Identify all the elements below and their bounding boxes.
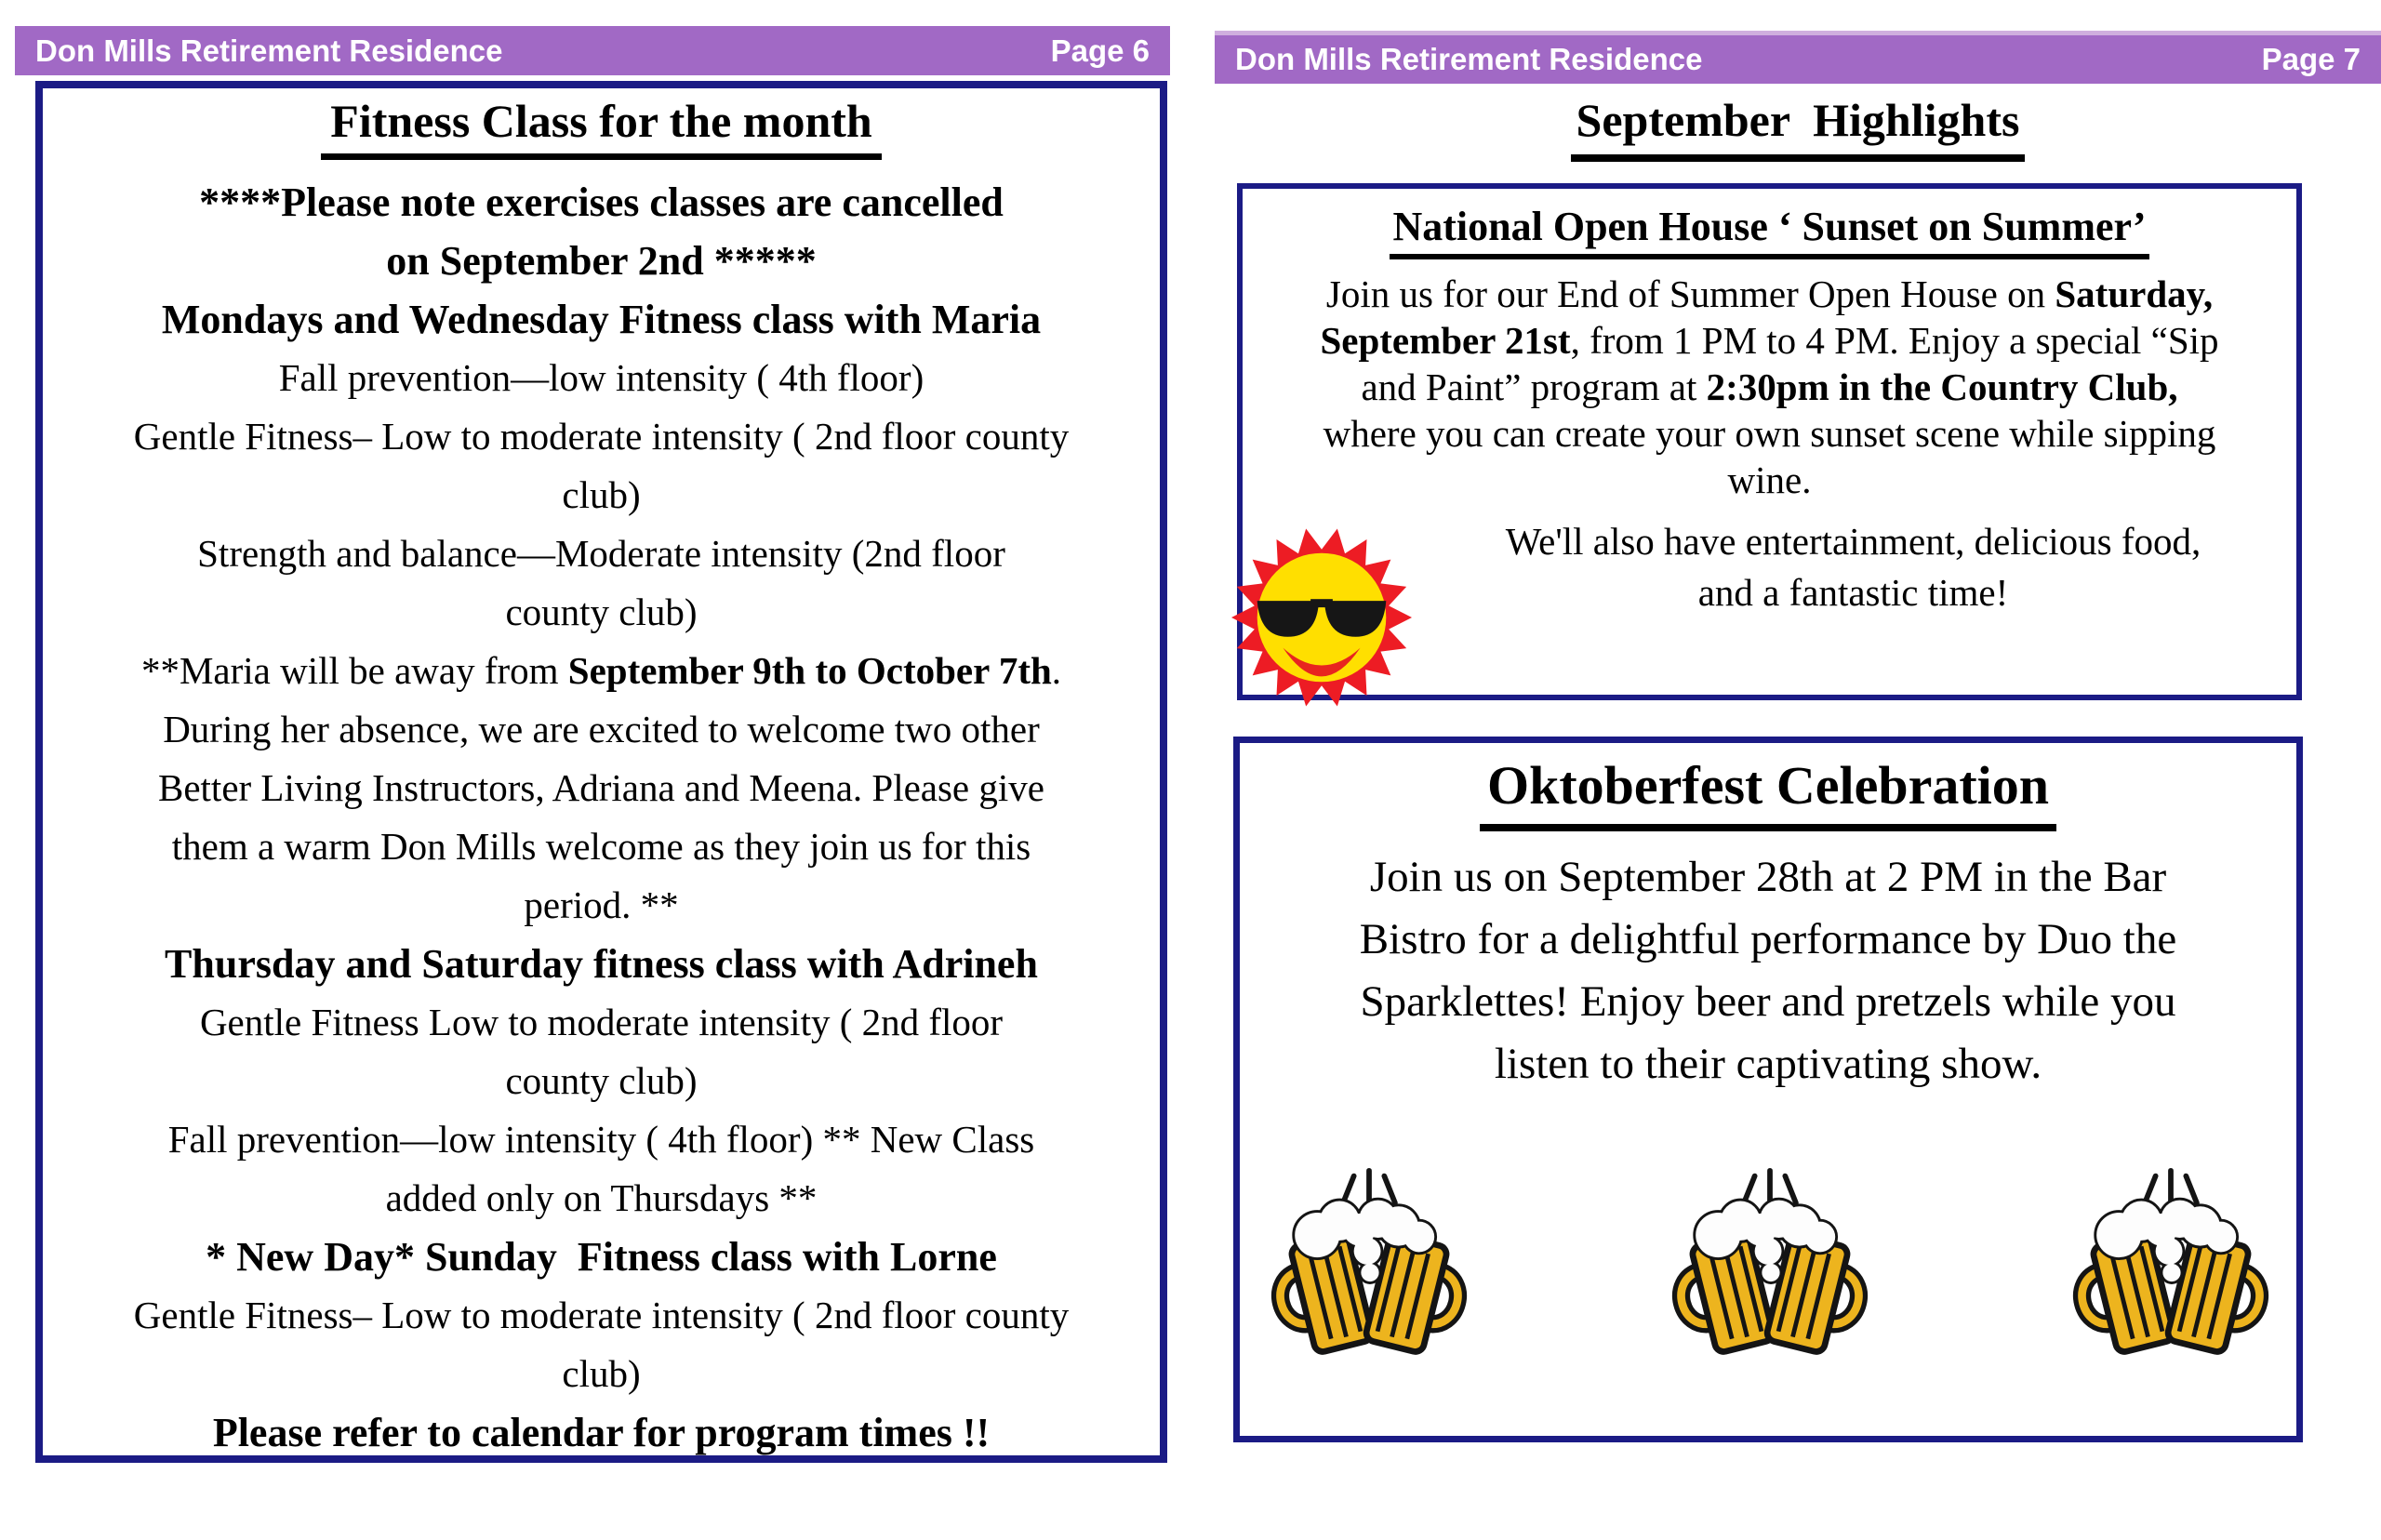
page6-header-title: Don Mills Retirement Residence bbox=[35, 33, 503, 68]
text-line: * New Day* Sunday Fitness class with Lorne bbox=[206, 1234, 997, 1280]
text-line: **Maria will be away from September 9th to October 7th. bbox=[140, 649, 1062, 692]
text-line: Join us on September 28th at 2 PM in the Bar bbox=[1369, 853, 2167, 901]
beer-mugs-row bbox=[1253, 1162, 2287, 1359]
fitness-box-title-row bbox=[43, 94, 1160, 160]
text-line: and a fantastic time! bbox=[1697, 571, 2009, 614]
text-line: Better Living Instructors, Adriana and Meena. Please give bbox=[158, 766, 1044, 809]
beer-mugs-icon bbox=[1253, 1162, 1485, 1359]
september-highlights-text: September Highlights bbox=[1571, 93, 2026, 162]
fitness-box-title: Fitness Class for the month bbox=[321, 94, 881, 160]
text-line: club) bbox=[562, 473, 641, 516]
text-line: listen to their captivating show. bbox=[1494, 1040, 2042, 1088]
oktoberfest-title-row bbox=[1240, 754, 2296, 831]
page7-header-bar bbox=[1215, 31, 2381, 84]
open-house-extra-text bbox=[1466, 516, 2241, 618]
text-line: Thursday and Saturday fitness class with Adrineh bbox=[165, 941, 1038, 987]
text-line: them a warm Don Mills welcome as they join us for this bbox=[171, 825, 1031, 868]
text-line: Gentle Fitness– Low to moderate intensity ( 2nd floor county bbox=[133, 1294, 1070, 1336]
fitness-box-body bbox=[43, 173, 1160, 1462]
text-line: Strength and balance—Moderate intensity (2nd floor bbox=[197, 532, 1005, 575]
oktoberfest-paragraph bbox=[1240, 846, 2296, 1095]
sun-icon bbox=[1230, 525, 1414, 710]
text-line: period. ** bbox=[524, 883, 679, 926]
text-line: Mondays and Wednesday Fitness class with Maria bbox=[161, 297, 1042, 342]
text-line: where you can create your own sunset scene while sipping bbox=[1323, 412, 2216, 455]
text-line: Bistro for a delightful performance by Duo the bbox=[1359, 915, 2177, 963]
text-line: ****Please note exercises classes are cancelled bbox=[199, 179, 1004, 225]
text-line: county club) bbox=[505, 1059, 698, 1102]
open-house-paragraph bbox=[1243, 271, 2296, 503]
page7-header-title: Don Mills Retirement Residence bbox=[1235, 42, 1703, 76]
september-highlights-heading bbox=[1215, 93, 2381, 162]
text-line: county club) bbox=[505, 591, 698, 633]
text-line: During her absence, we are excited to welcome two other bbox=[163, 708, 1040, 750]
fitness-class-box bbox=[35, 81, 1167, 1463]
text-line: Please refer to calendar for program times !! bbox=[212, 1410, 991, 1455]
open-house-title-row bbox=[1243, 203, 2296, 259]
text-line: and Paint” program at 2:30pm in the Country Club, bbox=[1361, 365, 2178, 408]
open-house-title: National Open House ‘ Sunset on Summer’ bbox=[1390, 203, 2150, 259]
page7-page-number: Page 7 bbox=[2261, 42, 2361, 76]
beer-mugs-icon bbox=[1654, 1162, 1886, 1359]
text-line: Fall prevention—low intensity ( 4th floor) bbox=[278, 356, 924, 399]
text-line: on September 2nd ***** bbox=[386, 238, 817, 284]
text-line: Gentle Fitness Low to moderate intensity ( 2nd floor bbox=[199, 1001, 1004, 1043]
text-line: Join us for our End of Summer Open House on Saturday, bbox=[1325, 272, 2214, 315]
text-line: Fall prevention—low intensity ( 4th floor) ** New Class bbox=[167, 1118, 1035, 1161]
text-line: club) bbox=[562, 1352, 641, 1395]
text-line: We'll also have entertainment, delicious food, bbox=[1505, 520, 2201, 563]
page6-page-number: Page 6 bbox=[1050, 33, 1150, 68]
open-house-box bbox=[1237, 183, 2302, 700]
oktoberfest-title: Oktoberfest Celebration bbox=[1480, 754, 2056, 831]
text-line: September 21st, from 1 PM to 4 PM. Enjoy a special “Sip bbox=[1320, 319, 2219, 362]
text-line: added only on Thursdays ** bbox=[385, 1176, 818, 1219]
oktoberfest-box bbox=[1233, 737, 2303, 1442]
text-line: Gentle Fitness– Low to moderate intensity ( 2nd floor county bbox=[133, 415, 1070, 458]
beer-mugs-icon bbox=[2055, 1162, 2287, 1359]
text-line: wine. bbox=[1727, 458, 1812, 501]
page6-header-bar bbox=[15, 26, 1170, 75]
text-line: Sparklettes! Enjoy beer and pretzels while you bbox=[1360, 977, 2176, 1026]
